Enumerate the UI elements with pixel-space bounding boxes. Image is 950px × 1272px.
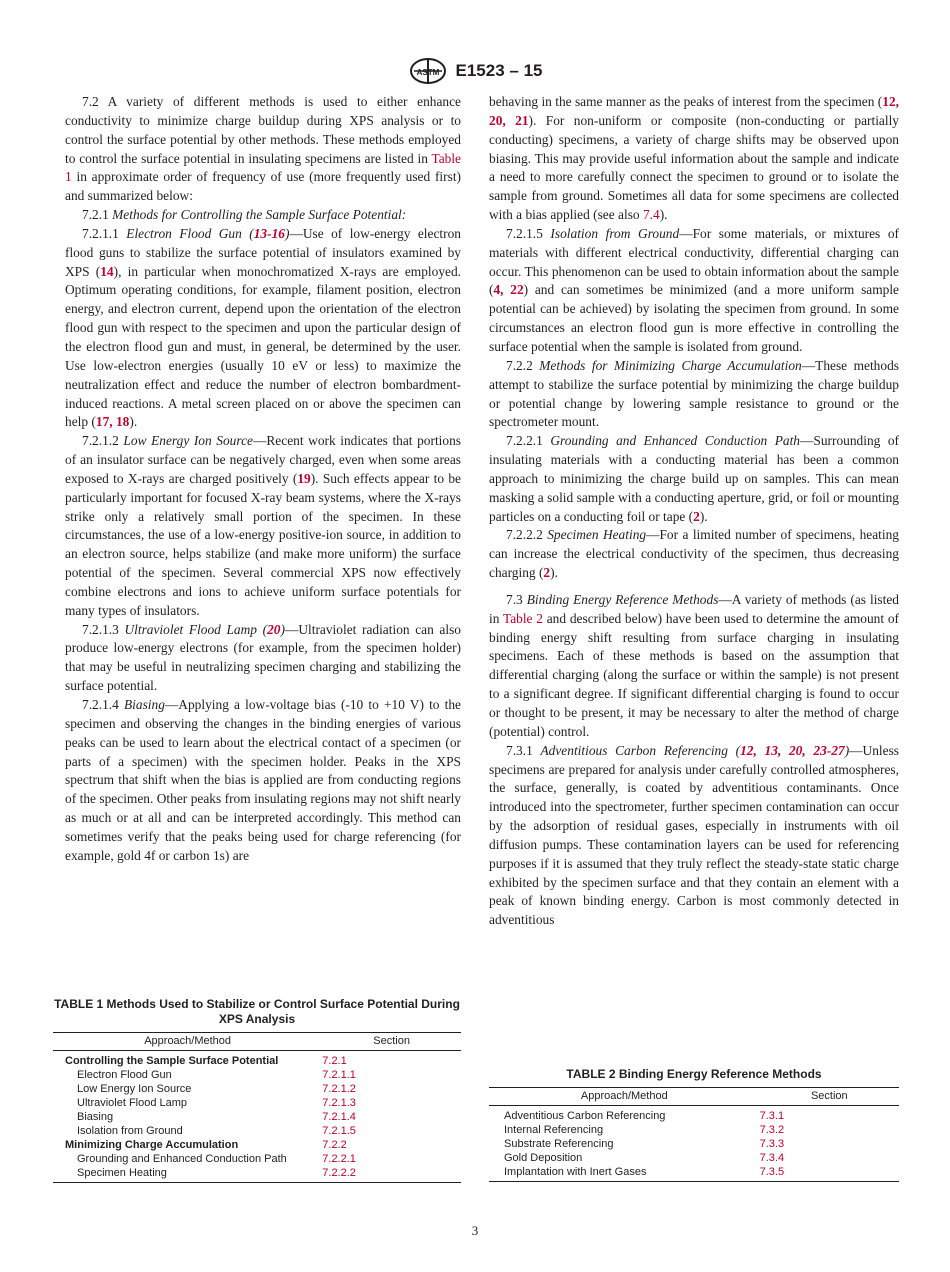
table-cell-section-link[interactable]: 7.2.1.1 [322, 1069, 356, 1081]
paragraph-7-2-1-3: 7.2.1.3 Ultraviolet Flood Lamp (20)—Ultraviolet radiation can also produce low-energy electrons (for example, from the specimen holder) that may be useful in neutralizing specimen charging and stabilizing the surface potential. [65, 621, 461, 694]
link-table-2[interactable]: Table 2 [502, 610, 543, 626]
table-1 [53, 997, 461, 1183]
table-cell-section-link[interactable]: 7.2.2.2 [322, 1166, 461, 1183]
table-2-title: TABLE 2 Binding Energy Reference Methods [566, 1067, 822, 1081]
ref-link[interactable]: 4, 22 [493, 282, 524, 298]
table-2-body [489, 1106, 899, 1182]
astm-logo-icon [408, 56, 448, 86]
table-cell-method: Isolation from Ground [77, 1125, 183, 1137]
table-row [53, 1124, 461, 1138]
table-row [53, 1138, 461, 1152]
link-table-1[interactable]: Table 1 [65, 150, 461, 185]
table-cell-method: Internal Referencing [504, 1124, 604, 1136]
table-cell-method: Gold Deposition [504, 1152, 583, 1164]
ref-link[interactable]: 20 [267, 621, 281, 637]
table-1-header-method: Approach/Method [53, 1033, 322, 1051]
table-row [53, 1152, 461, 1166]
table-2-header-method: Approach/Method [489, 1088, 760, 1106]
paragraph-7-2-1-4-continued: behaving in the same manner as the peaks of interest from the specimen (12, 20, 21). For non-uniform or composite (non-conducting or partially conducting) specimens, a variety of charge shifts may be observed upon biasing. This may provide useful information about the sample and indicate a need to more carefully connect the specimen to ground or to isolate the sample from ground. Sometimes all data for some specimens are collected with a bias applied (see also 7.4). [489, 94, 899, 223]
table-cell-section-link[interactable]: 7.2.2.1 [322, 1153, 356, 1165]
table-cell-section-link[interactable]: 7.2.1.3 [322, 1097, 356, 1109]
table-row [489, 1137, 899, 1151]
table-row [53, 1082, 461, 1096]
table-cell-section-link[interactable]: 7.2.1 [322, 1055, 347, 1067]
table-2 [489, 1067, 899, 1182]
table-cell-section-link[interactable]: 7.3.2 [759, 1124, 785, 1136]
ref-link[interactable]: 19 [297, 470, 311, 486]
paragraph-7-2-2: 7.2.2 Methods for Minimizing Charge Accumulation—These methods attempt to stabilize the surface potential by minimizing the charge buildup or potential change by lowering sample resistance to ground or the spectrometer mount. [489, 357, 899, 430]
table-2-header-section: Section [760, 1088, 899, 1106]
table-row [53, 1051, 461, 1069]
document-code: E1523 – 15 [455, 61, 543, 80]
table-row [489, 1123, 899, 1137]
table-cell-method: Low Energy Ion Source [77, 1083, 192, 1095]
table-row [489, 1106, 899, 1124]
paragraph-7-2-1: 7.2.1 Methods for Controlling the Sample Surface Potential: [82, 207, 407, 223]
table-cell-method: Controlling the Sample Surface Potential [65, 1055, 279, 1067]
table-row [53, 1110, 461, 1124]
table-row [489, 1151, 899, 1165]
table-cell-method: Minimizing Charge Accumulation [65, 1139, 239, 1151]
table-cell-section-link[interactable]: 7.2.1.2 [322, 1083, 356, 1095]
ref-link[interactable]: 13-16 [253, 225, 285, 241]
paragraph-7-2-1-2: 7.2.1.2 Low Energy Ion Source—Recent work indicates that portions of an insulator surface can be negatively charged, even when some areas exposed to X-rays are charged positively (19). Such effects appear to be particularly important for focused X-ray beam systems, where the X-rays strike only a relatively small portion of the specimen. In these circumstances, the use of a low-energy positive-ion source, in addition to an electron source, helps stabilize (and make more uniform) the surface potential of the specimen. Several commercial XPS now effectively combine electrons and ions to achieve uniform surface potentials for many types of insulators. [65, 433, 462, 618]
table-cell-section-link[interactable]: 7.3.4 [759, 1152, 785, 1164]
table-row [489, 1165, 899, 1182]
page-number: 3 [471, 1223, 479, 1238]
paragraph-7-2-2-1: 7.2.2.1 Grounding and Enhanced Conduction Path—Surrounding of insulating materials with a conducting material has been a common approach to minimizing the charge build up on samples. This can mean masking a solid sample with a conducting aperture, grid, or foil or mounting particles on a conducting foil or tape (2). [489, 433, 899, 524]
right-column [489, 93, 899, 930]
table-cell-section-link[interactable]: 7.2.1.4 [322, 1111, 356, 1123]
table-cell-section-link[interactable]: 7.3.5 [760, 1165, 899, 1182]
table-cell-method: Adventitious Carbon Referencing [504, 1110, 666, 1122]
paragraph-7-2-1-1: 7.2.1.1 Electron Flood Gun (13-16)—Use of low-energy electron flood guns to stabilize the surface potential of insulators examined by XPS (14), in particular when monochromatized X-rays are employed. Optimum operating conditions, for example, filament position, electron energy, and electron current, depend upon the orientation of the electron flood gun with respect to the specimen and upon the particular design of the electron flood gun and must, in general, be determined by the user. Use low-electron energies (usually 10 eV or less) to maximize the neutralization effect and reduce the number of electron bombardment-induced reactions. A metal screen placed on or above the specimen can help (17, 18). [65, 225, 462, 430]
table-cell-section-link[interactable]: 7.3.3 [759, 1138, 785, 1150]
paragraph-7-2: 7.2 A variety of different methods is used to either enhance conductivity to minimize charge buildup during XPS analysis or to control the surface potential by other methods. These methods employed to control the surface potential in insulating specimens are listed in Table 1 in approximate order of frequency of use (more frequently used first) and summarized below: [65, 94, 461, 204]
table-cell-section-link[interactable]: 7.3.1 [759, 1110, 785, 1122]
table-row [53, 1096, 461, 1110]
paragraph-7-3: 7.3 Binding Energy Reference Methods—A variety of methods (as listed in Table 2 and described below) have been used to determine the amount of binding energy shift resulting from surface charging in insulating specimens. Each of these methods is based on the assumption that differential charging (along the surface or within the sample) is not present to a significant degree. If significant differential charging is found to occur or thought to be present, it may be necessary to alter the method of charge (potential) control. [489, 591, 899, 739]
left-column [65, 93, 461, 866]
table-cell-method: Electron Flood Gun [77, 1069, 172, 1081]
ref-link[interactable]: 14 [100, 263, 114, 279]
table-1-header-section: Section [322, 1033, 461, 1051]
table-cell-method: Ultraviolet Flood Lamp [77, 1097, 188, 1109]
table-cell-method: Implantation with Inert Gases [489, 1165, 760, 1182]
table-1-body [53, 1051, 461, 1183]
table-cell-method: Biasing [77, 1111, 114, 1123]
ref-link[interactable]: 12, 13, 20, 23-27 [740, 742, 845, 758]
page-header [0, 56, 950, 86]
link-section-7-4[interactable]: 7.4 [642, 207, 660, 223]
table-cell-section-link[interactable]: 7.2.2 [322, 1139, 347, 1151]
paragraph-7-2-2-2: 7.2.2.2 Specimen Heating—For a limited number of specimens, heating can increase the electrical conductivity of the specimen, thus decreasing charging (2). [489, 527, 900, 581]
paragraph-7-2-1-5: 7.2.1.5 Isolation from Ground—For some materials, or mixtures of materials with different electrical conductivity, differential charging can occur. This phenomenon can be used to obtain information about the sample (4, 22) and can sometimes be minimized (and a more uniform sample potential can be achieved) by isolating the specimen from ground. In some circumstances an electron flood gun is more effective in controlling the surface potential when the sample is isolated from ground. [489, 225, 900, 354]
svg-text:ASTM: ASTM [416, 68, 439, 77]
table-cell-section-link[interactable]: 7.2.1.5 [322, 1125, 356, 1137]
ref-link[interactable]: 2 [543, 565, 551, 581]
paragraph-7-2-1-4: 7.2.1.4 Biasing—Applying a low-voltage bias (-10 to +10 V) to the specimen and observing the changes in the binding energies of various peaks can be used to learn about the electrical contact of a specimen (or parts of a specimen) with the specimen holder. Peaks in the XPS spectrum that shift when the bias is applied are from conducting regions of the specimen. Other peaks from insulating regions may not shift nearly as much or at all and can be interpreted accordingly. This method can sometimes verify that the peaks being used for charge referencing (for example, gold 4f or carbon 1s) are [65, 697, 462, 863]
table-row [53, 1068, 461, 1082]
paragraph-7-3-1: 7.3.1 Adventitious Carbon Referencing (12, 13, 20, 23-27)—Unless specimens are prepared for analysis under carefully controlled atmospheres, the surface, generally, is coated by adventitious contaminants. Once introduced into the spectrometer, further specimen contamination can occur by the adsorption of residual gases, especially in instruments with oil diffusion pumps. These contamination layers can be used for referencing purposes if it is assumed that they truly reflect the steady-state static charge exhibited by the specimen surface and that they contain an element with a peak of known binding energy. Carbon is most commonly detected in adventitious [489, 742, 899, 928]
table-cell-method: Substrate Referencing [504, 1138, 614, 1150]
table-cell-method: Grounding and Enhanced Conduction Path [77, 1153, 287, 1165]
table-row [53, 1166, 461, 1183]
table-cell-method: Specimen Heating [53, 1166, 322, 1183]
table-1-title: TABLE 1 Methods Used to Stabilize or Control Surface Potential During XPS Analysis [54, 997, 460, 1026]
ref-link[interactable]: 2 [693, 508, 700, 524]
ref-link[interactable]: 12, 20, 21 [489, 94, 899, 128]
ref-link[interactable]: 17, 18 [95, 414, 130, 430]
